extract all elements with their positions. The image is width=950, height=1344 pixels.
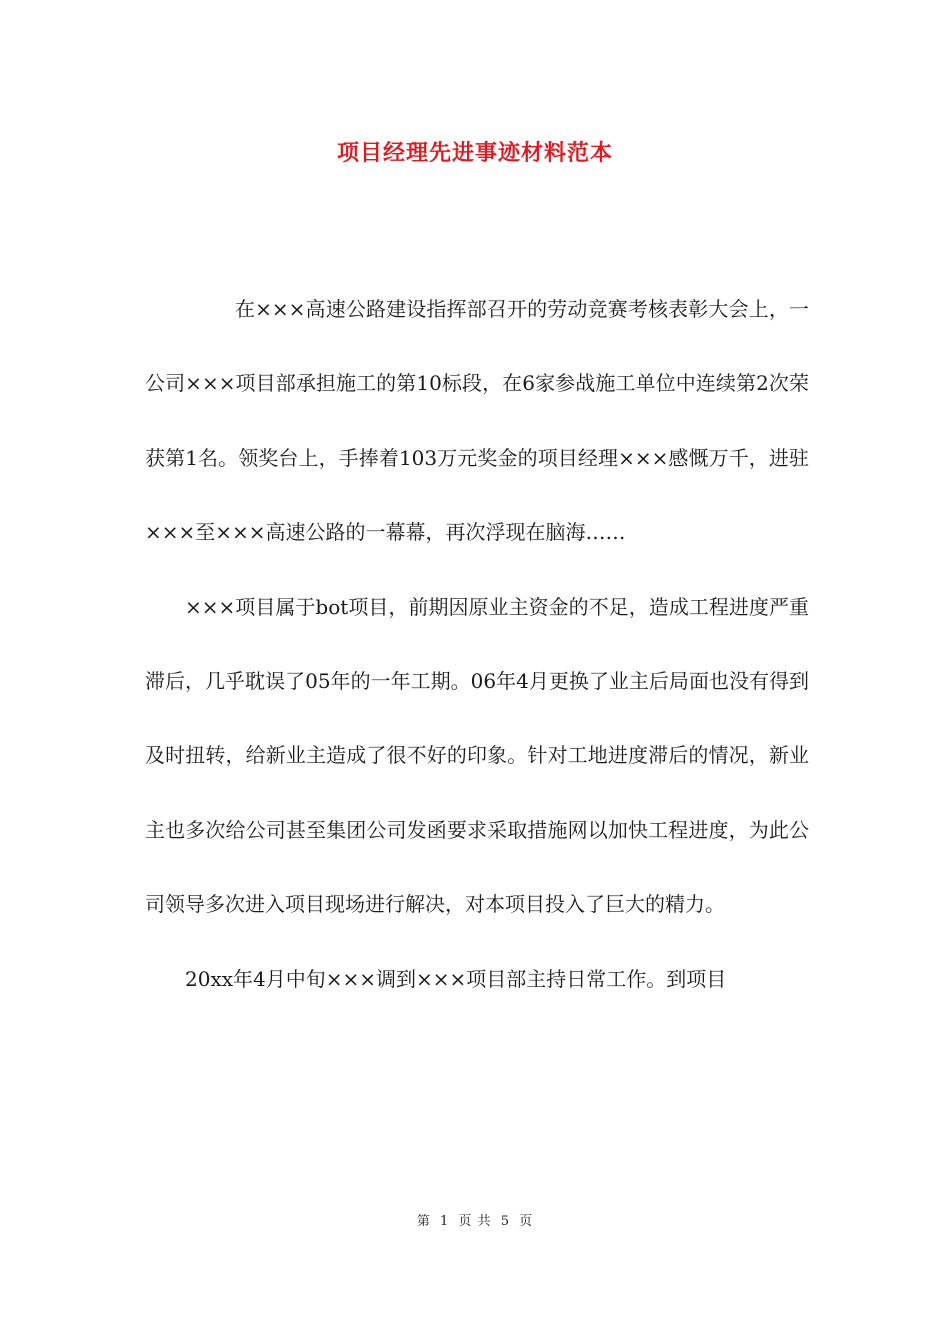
footer-prefix: 第 — [416, 1214, 431, 1229]
document-body — [145, 272, 809, 1016]
paragraph-1: 在×××高速公路建设指挥部召开的劳动竞赛考核表彰大会上，一公司×××项目部承担施工的第10标段，在6家参战施工单位中连续第2次荣获第1名。领奖台上，手捧着103万元奖金的项目经理×××感慨万千，进驻×××至×××高速公路的一幕幕，再次浮现在脑海…… — [145, 297, 809, 545]
footer-suffix: 页 — [519, 1214, 534, 1229]
paragraph-3: 20xx年4月中旬×××调到×××项目部主持日常工作。到项目 — [185, 966, 727, 991]
footer-middle: 页 共 — [458, 1214, 492, 1229]
footer-total-pages: 5 — [500, 1214, 510, 1229]
paragraph-2: ×××项目属于bot项目，前期因原业主资金的不足，造成工程进度严重滞后，几乎耽误了05年的一年工期。06年4月更换了业主后局面也没有得到及时扭转，给新业主造成了很不好的印象。针对工地进度滞后的情况，新业主也多次给公司甚至集团公司发函要求采取措施网以加快工程进度，为此公司领导多次进入项目现场进行解决，对本项目投入了巨大的精力。 — [145, 594, 809, 917]
document-title: 项目经理先进事迹材料范本 — [336, 140, 613, 166]
footer-current-page: 1 — [440, 1214, 450, 1229]
page-footer — [0, 1210, 950, 1229]
